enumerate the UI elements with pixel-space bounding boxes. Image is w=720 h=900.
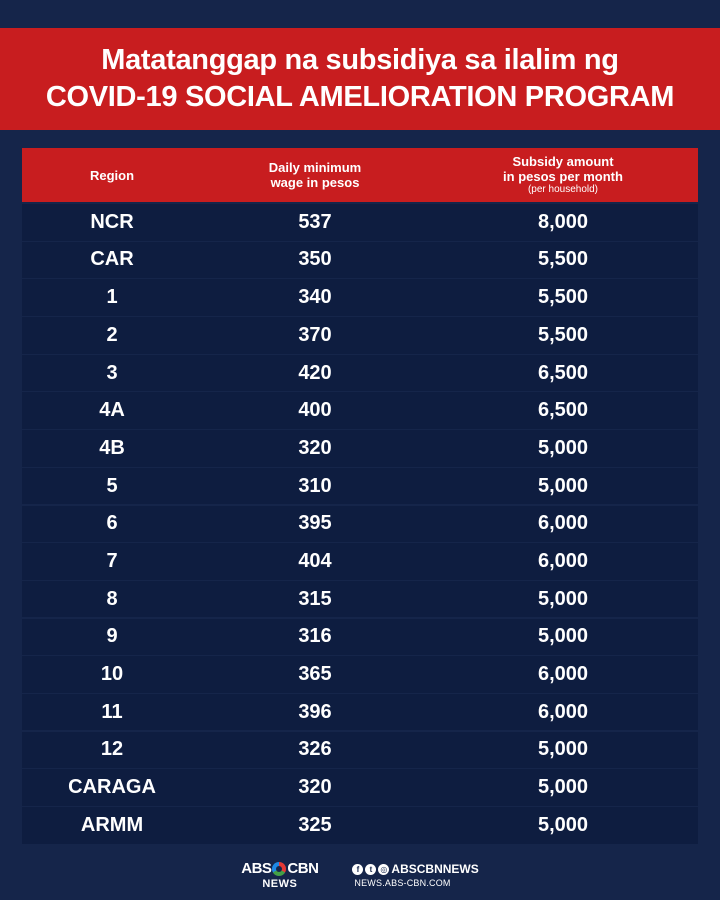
logo-wordmark [241, 860, 318, 877]
title-line-1: Matatanggap na subsidiya sa ilalim ng [101, 44, 619, 76]
header-region: Region [89, 167, 135, 183]
cell-subsidy: 5,500 [537, 286, 589, 309]
cell-subsidy: 5,500 [537, 248, 589, 271]
footer [0, 850, 720, 900]
table-row [22, 769, 698, 806]
table-row [22, 430, 698, 467]
cell-region: 12 [100, 738, 124, 761]
cell-region: 2 [106, 323, 118, 346]
table-row [22, 694, 698, 731]
cell-region: 5 [106, 474, 118, 497]
cell-subsidy: 5,000 [537, 738, 589, 761]
cell-wage: 537 [298, 210, 332, 233]
cell-wage: 315 [298, 587, 332, 610]
title-banner [0, 28, 720, 130]
cell-wage: 326 [298, 738, 332, 761]
table-row [22, 355, 698, 392]
table-row [22, 242, 698, 279]
logo-sub-text: NEWS [262, 878, 298, 890]
cell-subsidy: 6,000 [537, 663, 589, 685]
cell-subsidy: 5,000 [537, 776, 589, 799]
top-strip [0, 0, 720, 28]
cell-wage: 320 [298, 776, 332, 799]
cell-wage: 320 [298, 436, 332, 459]
cell-subsidy: 5,500 [537, 323, 589, 346]
cell-wage: 420 [298, 361, 332, 384]
header-wage [202, 160, 428, 190]
table-header [22, 148, 698, 202]
table-row [22, 656, 698, 693]
cell-region: 10 [100, 663, 124, 685]
table-row [22, 506, 698, 543]
cell-wage: 350 [298, 248, 332, 271]
cell-subsidy: 5,000 [537, 625, 589, 648]
table-row [22, 468, 698, 505]
cell-region: CAR [90, 248, 134, 271]
cell-wage: 404 [298, 549, 332, 572]
table-row [22, 279, 698, 316]
table-row [22, 392, 698, 429]
header-subsidy [428, 154, 698, 196]
facebook-icon[interactable]: f [352, 864, 363, 875]
header-wage-line-2: wage in pesos [270, 175, 360, 190]
social-handle: ABSCBNNEWS [391, 862, 479, 876]
title-line-2: COVID-19 SOCIAL AMELIORATION PROGRAM [45, 81, 675, 113]
cell-region: 7 [106, 549, 118, 572]
cell-subsidy: 5,000 [537, 474, 589, 497]
social-handle-row [352, 862, 478, 876]
cell-wage: 310 [298, 474, 332, 497]
cell-region: 4A [99, 399, 125, 422]
header-subsidy-line-2: in pesos per month [503, 169, 623, 184]
cell-subsidy: 6,500 [537, 399, 589, 422]
table-row [22, 807, 698, 844]
logo-left-text: ABS [241, 860, 272, 877]
cell-wage: 316 [298, 625, 332, 648]
twitter-icon[interactable]: t [365, 864, 376, 875]
cell-wage: 325 [298, 813, 332, 836]
cell-subsidy: 6,500 [537, 361, 589, 384]
website-url[interactable]: NEWS.ABS-CBN.COM [354, 878, 451, 888]
cell-subsidy: 5,000 [537, 587, 589, 610]
header-subsidy-line-1: Subsidy amount [512, 154, 614, 169]
cell-region: 4B [99, 436, 125, 459]
subsidy-table [22, 148, 698, 844]
table-row [22, 619, 698, 656]
cell-wage: 396 [298, 700, 332, 723]
logo-mark-icon [272, 862, 286, 876]
cell-region: 8 [106, 587, 118, 610]
cell-wage: 370 [298, 323, 332, 346]
cell-region: 11 [101, 700, 123, 723]
cell-region: 3 [106, 361, 118, 384]
header-subsidy-note: (per household) [527, 184, 599, 195]
cell-subsidy: 6,000 [537, 700, 589, 723]
cell-region: CARAGA [68, 776, 156, 799]
cell-wage: 400 [298, 399, 332, 422]
table-row [22, 581, 698, 618]
cell-region: NCR [90, 210, 134, 233]
cell-subsidy: 5,000 [537, 436, 589, 459]
cell-region: 9 [106, 625, 118, 648]
logo-right-text: CBN [287, 860, 319, 877]
cell-region: 6 [106, 512, 118, 535]
social-block [352, 862, 478, 888]
instagram-icon[interactable]: ◎ [378, 864, 389, 875]
table-row [22, 732, 698, 769]
cell-region: ARMM [80, 813, 144, 836]
table-body [22, 202, 698, 844]
cell-wage: 395 [298, 512, 332, 535]
table-row [22, 204, 698, 241]
table-row [22, 543, 698, 580]
cell-subsidy: 6,000 [537, 512, 589, 535]
cell-subsidy: 8,000 [537, 210, 589, 233]
cell-subsidy: 6,000 [537, 549, 589, 572]
cell-wage: 340 [298, 286, 332, 309]
abs-cbn-news-logo [241, 860, 318, 890]
header-wage-line-1: Daily minimum [268, 160, 362, 175]
cell-subsidy: 5,000 [537, 813, 589, 836]
cell-region: 1 [106, 286, 118, 309]
table-row [22, 317, 698, 354]
cell-wage: 365 [298, 663, 332, 685]
